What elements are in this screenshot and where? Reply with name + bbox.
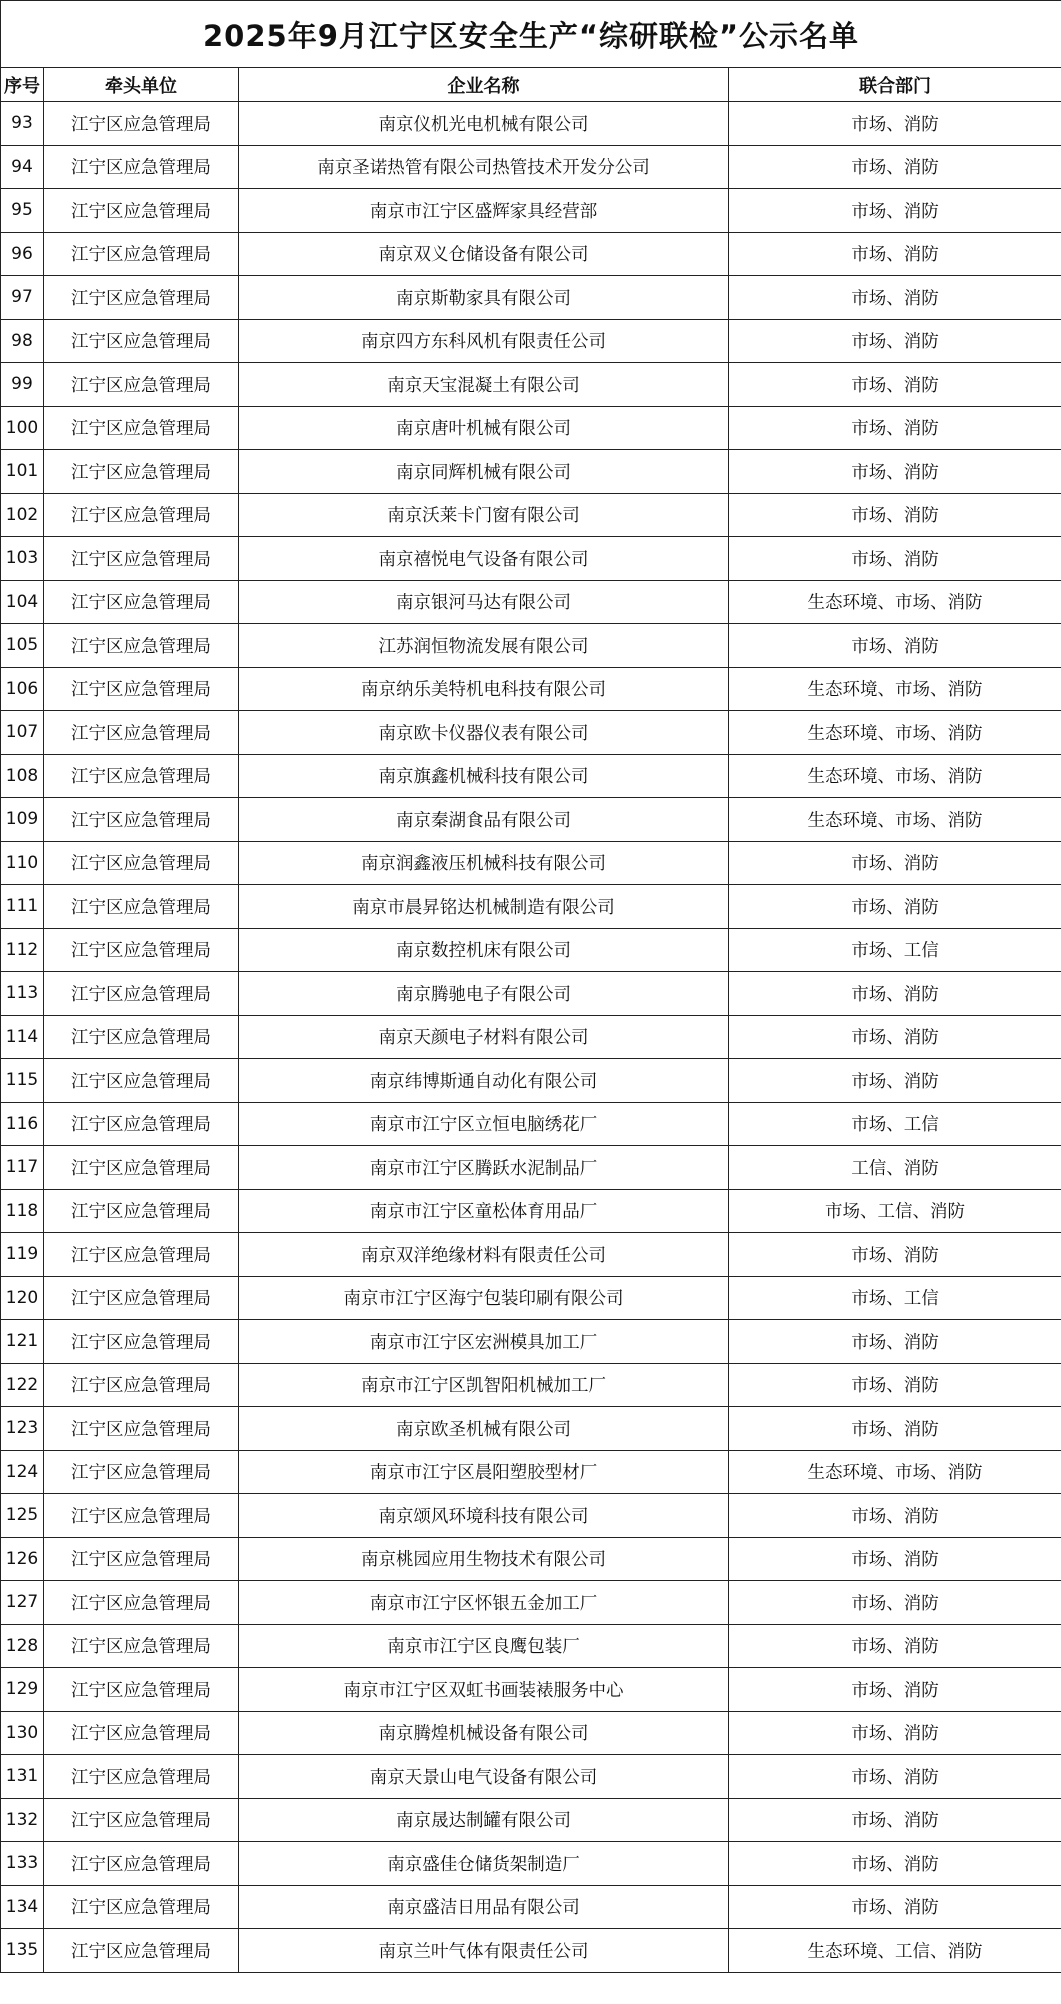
row-number-cell: 134 [1, 1885, 44, 1929]
lead-unit-cell: 江宁区应急管理局 [44, 145, 239, 189]
row-number-cell: 129 [1, 1668, 44, 1712]
table-row [1, 1668, 1061, 1712]
table-row [1, 972, 1061, 1016]
table-row [1, 841, 1061, 885]
column-header-joint-departments: 联合部门 [729, 68, 1061, 102]
row-number-cell: 112 [1, 928, 44, 972]
lead-unit-cell: 江宁区应急管理局 [44, 450, 239, 494]
table-row [1, 1885, 1061, 1929]
joint-departments-cell: 市场、消防 [729, 1494, 1061, 1538]
table-row [1, 754, 1061, 798]
company-name-cell: 南京市江宁区立恒电脑绣花厂 [239, 1102, 729, 1146]
company-name-cell: 南京天宝混凝土有限公司 [239, 363, 729, 407]
joint-departments-cell: 市场、消防 [729, 841, 1061, 885]
lead-unit-cell: 江宁区应急管理局 [44, 1668, 239, 1712]
table-row [1, 1189, 1061, 1233]
joint-departments-cell: 市场、消防 [729, 624, 1061, 668]
company-name-cell: 南京市江宁区晨阳塑胶型材厂 [239, 1450, 729, 1494]
row-number-cell: 96 [1, 232, 44, 276]
joint-departments-cell: 市场、消防 [729, 537, 1061, 581]
joint-departments-cell: 市场、消防 [729, 1885, 1061, 1929]
lead-unit-cell: 江宁区应急管理局 [44, 798, 239, 842]
table-row [1, 1929, 1061, 1973]
joint-departments-cell: 市场、消防 [729, 1624, 1061, 1668]
lead-unit-cell: 江宁区应急管理局 [44, 841, 239, 885]
table-row [1, 1146, 1061, 1190]
lead-unit-cell: 江宁区应急管理局 [44, 1711, 239, 1755]
row-number-cell: 125 [1, 1494, 44, 1538]
company-name-cell: 南京双义仓储设备有限公司 [239, 232, 729, 276]
lead-unit-cell: 江宁区应急管理局 [44, 1450, 239, 1494]
joint-departments-cell: 市场、工信 [729, 1102, 1061, 1146]
lead-unit-cell: 江宁区应急管理局 [44, 1581, 239, 1625]
company-name-cell: 南京旗鑫机械科技有限公司 [239, 754, 729, 798]
lead-unit-cell: 江宁区应急管理局 [44, 1363, 239, 1407]
company-name-cell: 南京禧悦电气设备有限公司 [239, 537, 729, 581]
table-row [1, 1059, 1061, 1103]
company-name-cell: 南京双洋绝缘材料有限责任公司 [239, 1233, 729, 1277]
lead-unit-cell: 江宁区应急管理局 [44, 624, 239, 668]
row-number-cell: 94 [1, 145, 44, 189]
table-row [1, 1407, 1061, 1451]
table-row [1, 711, 1061, 755]
joint-departments-cell: 市场、工信 [729, 1276, 1061, 1320]
joint-departments-cell: 市场、消防 [729, 406, 1061, 450]
row-number-cell: 115 [1, 1059, 44, 1103]
row-number-cell: 116 [1, 1102, 44, 1146]
joint-departments-cell: 生态环境、市场、消防 [729, 580, 1061, 624]
lead-unit-cell: 江宁区应急管理局 [44, 102, 239, 146]
company-name-cell: 南京仪机光电机械有限公司 [239, 102, 729, 146]
joint-departments-cell: 市场、消防 [729, 1407, 1061, 1451]
joint-departments-cell: 市场、消防 [729, 493, 1061, 537]
company-name-cell: 南京晟达制罐有限公司 [239, 1798, 729, 1842]
joint-departments-cell: 市场、消防 [729, 1581, 1061, 1625]
row-number-cell: 95 [1, 189, 44, 233]
table-row [1, 1798, 1061, 1842]
company-name-cell: 南京市江宁区双虹书画装裱服务中心 [239, 1668, 729, 1712]
table-row [1, 1581, 1061, 1625]
row-number-cell: 104 [1, 580, 44, 624]
table-row [1, 102, 1061, 146]
company-name-cell: 南京市江宁区良鹰包装厂 [239, 1624, 729, 1668]
lead-unit-cell: 江宁区应急管理局 [44, 754, 239, 798]
company-name-cell: 南京圣诺热管有限公司热管技术开发分公司 [239, 145, 729, 189]
company-name-cell: 南京唐叶机械有限公司 [239, 406, 729, 450]
row-number-cell: 131 [1, 1755, 44, 1799]
lead-unit-cell: 江宁区应急管理局 [44, 1320, 239, 1364]
company-name-cell: 南京盛洁日用品有限公司 [239, 1885, 729, 1929]
joint-departments-cell: 市场、消防 [729, 319, 1061, 363]
joint-departments-cell: 生态环境、工信、消防 [729, 1929, 1061, 1973]
lead-unit-cell: 江宁区应急管理局 [44, 1798, 239, 1842]
lead-unit-cell: 江宁区应急管理局 [44, 1494, 239, 1538]
joint-departments-cell: 市场、消防 [729, 1233, 1061, 1277]
joint-departments-cell: 市场、消防 [729, 232, 1061, 276]
row-number-cell: 106 [1, 667, 44, 711]
table-row [1, 276, 1061, 320]
lead-unit-cell: 江宁区应急管理局 [44, 667, 239, 711]
table-row [1, 1537, 1061, 1581]
lead-unit-cell: 江宁区应急管理局 [44, 580, 239, 624]
company-name-cell: 南京市江宁区海宁包装印刷有限公司 [239, 1276, 729, 1320]
table-row [1, 624, 1061, 668]
table-row [1, 885, 1061, 929]
column-header-number: 序号 [1, 68, 44, 102]
company-name-cell: 南京纬博斯通自动化有限公司 [239, 1059, 729, 1103]
company-name-cell: 江苏润恒物流发展有限公司 [239, 624, 729, 668]
table-row [1, 1233, 1061, 1277]
company-name-cell: 南京四方东科风机有限责任公司 [239, 319, 729, 363]
company-name-cell: 南京市江宁区腾跃水泥制品厂 [239, 1146, 729, 1190]
company-name-cell: 南京市晨昇铭达机械制造有限公司 [239, 885, 729, 929]
joint-departments-cell: 市场、消防 [729, 1842, 1061, 1886]
table-row [1, 798, 1061, 842]
row-number-cell: 113 [1, 972, 44, 1016]
lead-unit-cell: 江宁区应急管理局 [44, 1929, 239, 1973]
lead-unit-cell: 江宁区应急管理局 [44, 1842, 239, 1886]
lead-unit-cell: 江宁区应急管理局 [44, 276, 239, 320]
lead-unit-cell: 江宁区应急管理局 [44, 1276, 239, 1320]
joint-departments-cell: 市场、消防 [729, 363, 1061, 407]
joint-departments-cell: 市场、消防 [729, 885, 1061, 929]
joint-departments-cell: 市场、消防 [729, 1711, 1061, 1755]
table-row [1, 1711, 1061, 1755]
row-number-cell: 103 [1, 537, 44, 581]
row-number-cell: 127 [1, 1581, 44, 1625]
joint-departments-cell: 市场、消防 [729, 1015, 1061, 1059]
row-number-cell: 118 [1, 1189, 44, 1233]
lead-unit-cell: 江宁区应急管理局 [44, 232, 239, 276]
row-number-cell: 124 [1, 1450, 44, 1494]
lead-unit-cell: 江宁区应急管理局 [44, 363, 239, 407]
lead-unit-cell: 江宁区应急管理局 [44, 1885, 239, 1929]
company-name-cell: 南京市江宁区盛辉家具经营部 [239, 189, 729, 233]
company-name-cell: 南京颂风环境科技有限公司 [239, 1494, 729, 1538]
row-number-cell: 111 [1, 885, 44, 929]
joint-departments-cell: 市场、工信、消防 [729, 1189, 1061, 1233]
lead-unit-cell: 江宁区应急管理局 [44, 493, 239, 537]
company-name-cell: 南京腾驰电子有限公司 [239, 972, 729, 1016]
lead-unit-cell: 江宁区应急管理局 [44, 1537, 239, 1581]
company-name-cell: 南京市江宁区宏洲模具加工厂 [239, 1320, 729, 1364]
company-name-cell: 南京斯勒家具有限公司 [239, 276, 729, 320]
row-number-cell: 102 [1, 493, 44, 537]
lead-unit-cell: 江宁区应急管理局 [44, 1146, 239, 1190]
lead-unit-cell: 江宁区应急管理局 [44, 885, 239, 929]
table-row [1, 189, 1061, 233]
lead-unit-cell: 江宁区应急管理局 [44, 406, 239, 450]
lead-unit-cell: 江宁区应急管理局 [44, 1102, 239, 1146]
company-name-cell: 南京市江宁区童松体育用品厂 [239, 1189, 729, 1233]
lead-unit-cell: 江宁区应急管理局 [44, 1755, 239, 1799]
joint-departments-cell: 生态环境、市场、消防 [729, 667, 1061, 711]
table-row [1, 1842, 1061, 1886]
table-row [1, 450, 1061, 494]
table-row [1, 319, 1061, 363]
row-number-cell: 93 [1, 102, 44, 146]
company-name-cell: 南京纳乐美特机电科技有限公司 [239, 667, 729, 711]
lead-unit-cell: 江宁区应急管理局 [44, 928, 239, 972]
table-row [1, 928, 1061, 972]
table-row [1, 363, 1061, 407]
table-row [1, 406, 1061, 450]
table-row [1, 493, 1061, 537]
company-name-cell: 南京兰叶气体有限责任公司 [239, 1929, 729, 1973]
table-row [1, 1755, 1061, 1799]
joint-departments-cell: 生态环境、市场、消防 [729, 1450, 1061, 1494]
lead-unit-cell: 江宁区应急管理局 [44, 1059, 239, 1103]
table-body [1, 102, 1061, 1973]
row-number-cell: 126 [1, 1537, 44, 1581]
lead-unit-cell: 江宁区应急管理局 [44, 972, 239, 1016]
joint-departments-cell: 市场、消防 [729, 1059, 1061, 1103]
row-number-cell: 109 [1, 798, 44, 842]
table-row [1, 1015, 1061, 1059]
joint-departments-cell: 生态环境、市场、消防 [729, 798, 1061, 842]
row-number-cell: 110 [1, 841, 44, 885]
row-number-cell: 100 [1, 406, 44, 450]
lead-unit-cell: 江宁区应急管理局 [44, 1407, 239, 1451]
company-name-cell: 南京市江宁区怀银五金加工厂 [239, 1581, 729, 1625]
table-row [1, 1494, 1061, 1538]
company-name-cell: 南京秦湖食品有限公司 [239, 798, 729, 842]
row-number-cell: 123 [1, 1407, 44, 1451]
company-name-cell: 南京腾煌机械设备有限公司 [239, 1711, 729, 1755]
company-name-cell: 南京润鑫液压机械科技有限公司 [239, 841, 729, 885]
lead-unit-cell: 江宁区应急管理局 [44, 1015, 239, 1059]
table-row [1, 1450, 1061, 1494]
joint-departments-cell: 市场、消防 [729, 1798, 1061, 1842]
row-number-cell: 133 [1, 1842, 44, 1886]
row-number-cell: 119 [1, 1233, 44, 1277]
row-number-cell: 101 [1, 450, 44, 494]
joint-departments-cell: 市场、工信 [729, 928, 1061, 972]
joint-departments-cell: 市场、消防 [729, 1363, 1061, 1407]
company-name-cell: 南京盛佳仓储货架制造厂 [239, 1842, 729, 1886]
row-number-cell: 97 [1, 276, 44, 320]
company-name-cell: 南京数控机床有限公司 [239, 928, 729, 972]
table-row [1, 537, 1061, 581]
row-number-cell: 128 [1, 1624, 44, 1668]
company-name-cell: 南京同辉机械有限公司 [239, 450, 729, 494]
company-name-cell: 南京欧圣机械有限公司 [239, 1407, 729, 1451]
row-number-cell: 132 [1, 1798, 44, 1842]
table-row [1, 1624, 1061, 1668]
row-number-cell: 114 [1, 1015, 44, 1059]
column-header-lead-unit: 牵头单位 [44, 68, 239, 102]
row-number-cell: 99 [1, 363, 44, 407]
title-row [1, 1, 1061, 68]
company-name-cell: 南京天景山电气设备有限公司 [239, 1755, 729, 1799]
joint-departments-cell: 市场、消防 [729, 1755, 1061, 1799]
joint-departments-cell: 生态环境、市场、消防 [729, 754, 1061, 798]
table-row [1, 667, 1061, 711]
joint-departments-cell: 市场、消防 [729, 1537, 1061, 1581]
column-header-company-name: 企业名称 [239, 68, 729, 102]
lead-unit-cell: 江宁区应急管理局 [44, 537, 239, 581]
joint-departments-cell: 生态环境、市场、消防 [729, 711, 1061, 755]
document-title: 2025年9月江宁区安全生产“综研联检”公示名单 [1, 1, 1061, 68]
row-number-cell: 122 [1, 1363, 44, 1407]
company-name-cell: 南京银河马达有限公司 [239, 580, 729, 624]
row-number-cell: 107 [1, 711, 44, 755]
joint-departments-cell: 市场、消防 [729, 1668, 1061, 1712]
row-number-cell: 120 [1, 1276, 44, 1320]
lead-unit-cell: 江宁区应急管理局 [44, 319, 239, 363]
table-row [1, 145, 1061, 189]
row-number-cell: 135 [1, 1929, 44, 1973]
row-number-cell: 108 [1, 754, 44, 798]
joint-departments-cell: 市场、消防 [729, 102, 1061, 146]
joint-departments-cell: 市场、消防 [729, 1320, 1061, 1364]
company-name-cell: 南京天颜电子材料有限公司 [239, 1015, 729, 1059]
company-name-cell: 南京欧卡仪器仪表有限公司 [239, 711, 729, 755]
table-row [1, 580, 1061, 624]
table-row [1, 1363, 1061, 1407]
row-number-cell: 105 [1, 624, 44, 668]
row-number-cell: 121 [1, 1320, 44, 1364]
lead-unit-cell: 江宁区应急管理局 [44, 1233, 239, 1277]
lead-unit-cell: 江宁区应急管理局 [44, 1624, 239, 1668]
company-name-cell: 南京桃园应用生物技术有限公司 [239, 1537, 729, 1581]
joint-departments-cell: 工信、消防 [729, 1146, 1061, 1190]
table-row [1, 1102, 1061, 1146]
lead-unit-cell: 江宁区应急管理局 [44, 711, 239, 755]
joint-departments-cell: 市场、消防 [729, 189, 1061, 233]
company-name-cell: 南京沃莱卡门窗有限公司 [239, 493, 729, 537]
row-number-cell: 117 [1, 1146, 44, 1190]
joint-departments-cell: 市场、消防 [729, 450, 1061, 494]
table-row [1, 1320, 1061, 1364]
header-row [1, 68, 1061, 102]
row-number-cell: 130 [1, 1711, 44, 1755]
joint-departments-cell: 市场、消防 [729, 145, 1061, 189]
table-row [1, 1276, 1061, 1320]
row-number-cell: 98 [1, 319, 44, 363]
lead-unit-cell: 江宁区应急管理局 [44, 189, 239, 233]
company-name-cell: 南京市江宁区凯智阳机械加工厂 [239, 1363, 729, 1407]
joint-departments-cell: 市场、消防 [729, 972, 1061, 1016]
table-row [1, 232, 1061, 276]
joint-departments-cell: 市场、消防 [729, 276, 1061, 320]
lead-unit-cell: 江宁区应急管理局 [44, 1189, 239, 1233]
